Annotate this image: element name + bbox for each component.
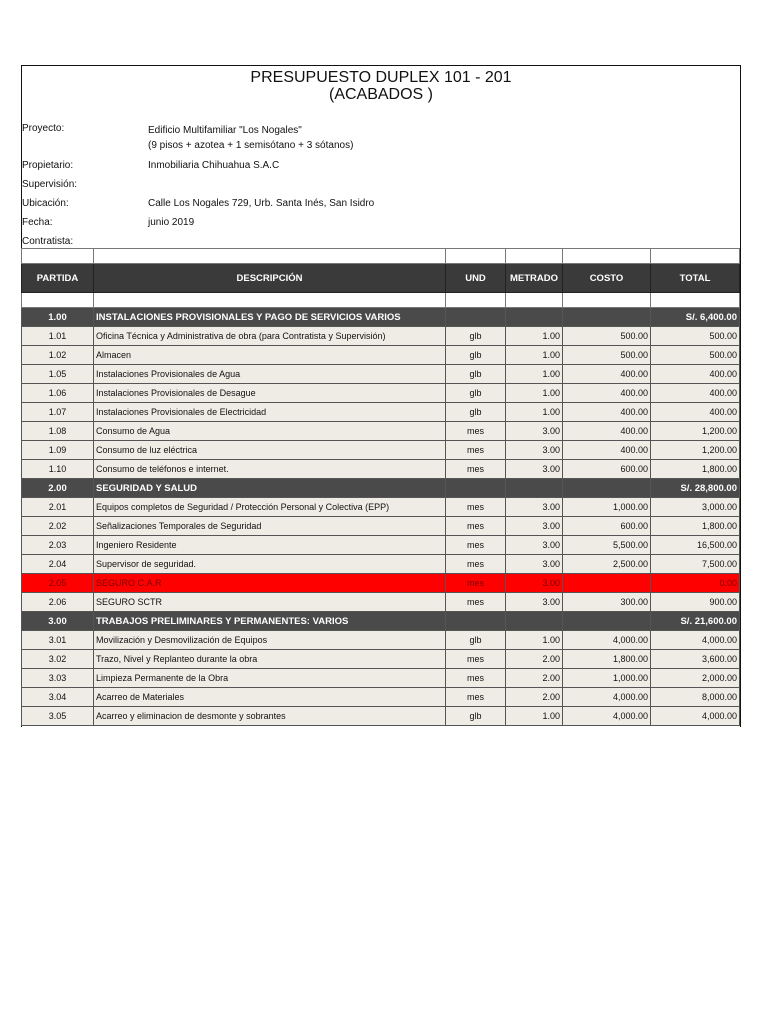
section-total: S/. 6,400.00 xyxy=(651,308,740,327)
item-metrado: 1.00 xyxy=(506,384,563,403)
section-costo xyxy=(563,479,651,498)
item-description: Consumo de teléfonos e internet. xyxy=(94,460,446,479)
item-costo: 1,000.00 xyxy=(563,498,651,517)
section-total: S/. 21,600.00 xyxy=(651,612,740,631)
item-costo xyxy=(563,574,651,593)
item-costo: 400.00 xyxy=(563,422,651,441)
item-metrado: 3.00 xyxy=(506,517,563,536)
item-costo: 500.00 xyxy=(563,346,651,365)
section-costo xyxy=(563,612,651,631)
item-description: Almacen xyxy=(94,346,446,365)
item-costo: 1,000.00 xyxy=(563,669,651,688)
proyecto-value-detail: (9 pisos + azotea + 1 semisótano + 3 sótanos) xyxy=(148,140,354,151)
item-metrado: 2.00 xyxy=(506,669,563,688)
item-description: SEGURO C.A.R xyxy=(94,574,446,593)
table-row xyxy=(22,327,740,346)
item-code: 1.01 xyxy=(22,327,94,346)
item-total: 2,000.00 xyxy=(651,669,740,688)
item-code: 3.05 xyxy=(22,707,94,726)
item-code: 1.02 xyxy=(22,346,94,365)
item-description: Instalaciones Provisionales de Agua xyxy=(94,365,446,384)
spacer-row xyxy=(22,249,740,264)
column-header-metrado: METRADO xyxy=(506,264,563,293)
item-code: 1.08 xyxy=(22,422,94,441)
item-costo: 5,500.00 xyxy=(563,536,651,555)
section-title: TRABAJOS PRELIMINARES Y PERMANENTES: VARIOS xyxy=(94,612,446,631)
item-metrado: 1.00 xyxy=(506,403,563,422)
item-costo: 2,500.00 xyxy=(563,555,651,574)
table-row xyxy=(22,688,740,707)
item-description: Movilización y Desmovilización de Equipos xyxy=(94,631,446,650)
section-costo xyxy=(563,308,651,327)
item-total: 4,000.00 xyxy=(651,707,740,726)
item-total: 1,800.00 xyxy=(651,517,740,536)
column-header-total: TOTAL xyxy=(651,264,740,293)
section-total: S/. 28,800.00 xyxy=(651,479,740,498)
section-row xyxy=(22,612,740,631)
item-unit: glb xyxy=(446,327,506,346)
item-metrado: 1.00 xyxy=(506,346,563,365)
proyecto-label: Proyecto: xyxy=(22,123,65,134)
item-total: 4,000.00 xyxy=(651,631,740,650)
item-costo: 1,800.00 xyxy=(563,650,651,669)
item-costo: 4,000.00 xyxy=(563,688,651,707)
section-row xyxy=(22,308,740,327)
item-description: SEGURO SCTR xyxy=(94,593,446,612)
item-metrado: 2.00 xyxy=(506,650,563,669)
item-total: 7,500.00 xyxy=(651,555,740,574)
item-code: 1.07 xyxy=(22,403,94,422)
item-metrado: 1.00 xyxy=(506,631,563,650)
item-code: 1.06 xyxy=(22,384,94,403)
table-row xyxy=(22,422,740,441)
section-metrado xyxy=(506,612,563,631)
table-row xyxy=(22,593,740,612)
item-unit: glb xyxy=(446,631,506,650)
item-unit: glb xyxy=(446,707,506,726)
item-code: 2.01 xyxy=(22,498,94,517)
item-description: Consumo de Agua xyxy=(94,422,446,441)
item-total: 3,600.00 xyxy=(651,650,740,669)
item-code: 3.02 xyxy=(22,650,94,669)
item-code: 1.05 xyxy=(22,365,94,384)
item-costo: 300.00 xyxy=(563,593,651,612)
item-metrado: 3.00 xyxy=(506,441,563,460)
document-title: PRESUPUESTO DUPLEX 101 - 201 xyxy=(250,69,512,86)
table-row xyxy=(22,707,740,726)
item-code: 3.03 xyxy=(22,669,94,688)
item-metrado: 3.00 xyxy=(506,536,563,555)
item-description: Instalaciones Provisionales de Electricidad xyxy=(94,403,446,422)
item-description: Señalizaciones Temporales de Seguridad xyxy=(94,517,446,536)
item-description: Oficina Técnica y Administrativa de obra (para Contratista y Supervisión) xyxy=(94,327,446,346)
item-metrado: 3.00 xyxy=(506,498,563,517)
item-total: 400.00 xyxy=(651,384,740,403)
section-title: INSTALACIONES PROVISIONALES Y PAGO DE SERVICIOS VARIOS xyxy=(94,308,446,327)
table-row xyxy=(22,536,740,555)
column-header-costo: COSTO xyxy=(563,264,651,293)
item-total: 400.00 xyxy=(651,365,740,384)
item-total: 1,200.00 xyxy=(651,422,740,441)
item-code: 2.06 xyxy=(22,593,94,612)
item-unit: mes xyxy=(446,593,506,612)
contratista-label: Contratista: xyxy=(22,236,74,247)
section-code: 2.00 xyxy=(22,479,94,498)
item-total: 1,800.00 xyxy=(651,460,740,479)
table-row xyxy=(22,460,740,479)
table-row xyxy=(22,650,740,669)
item-metrado: 3.00 xyxy=(506,422,563,441)
item-unit: mes xyxy=(446,669,506,688)
item-costo: 600.00 xyxy=(563,460,651,479)
item-unit: glb xyxy=(446,403,506,422)
item-metrado: 1.00 xyxy=(506,365,563,384)
item-unit: mes xyxy=(446,574,506,593)
item-unit: glb xyxy=(446,384,506,403)
item-description: Ingeniero Residente xyxy=(94,536,446,555)
table-row xyxy=(22,669,740,688)
table-row xyxy=(22,365,740,384)
table-row xyxy=(22,517,740,536)
item-code: 3.04 xyxy=(22,688,94,707)
item-total: 8,000.00 xyxy=(651,688,740,707)
item-costo: 400.00 xyxy=(563,403,651,422)
item-unit: mes xyxy=(446,536,506,555)
item-code: 2.02 xyxy=(22,517,94,536)
fecha-value: junio 2019 xyxy=(148,217,195,228)
table-row xyxy=(22,403,740,422)
table-row xyxy=(22,574,740,593)
table-row xyxy=(22,441,740,460)
item-unit: mes xyxy=(446,688,506,707)
item-description: Instalaciones Provisionales de Desague xyxy=(94,384,446,403)
item-code: 3.01 xyxy=(22,631,94,650)
table-row xyxy=(22,631,740,650)
item-code: 2.05 xyxy=(22,574,94,593)
item-metrado: 2.00 xyxy=(506,688,563,707)
item-description: Acarreo de Materiales xyxy=(94,688,446,707)
item-total: 500.00 xyxy=(651,327,740,346)
item-unit: mes xyxy=(446,650,506,669)
item-total: 400.00 xyxy=(651,403,740,422)
section-code: 3.00 xyxy=(22,612,94,631)
section-und xyxy=(446,308,506,327)
item-costo: 4,000.00 xyxy=(563,707,651,726)
table-header-row xyxy=(22,264,740,293)
item-costo: 400.00 xyxy=(563,441,651,460)
item-total: 500.00 xyxy=(651,346,740,365)
supervision-label: Supervisión: xyxy=(22,179,78,190)
item-metrado: 3.00 xyxy=(506,460,563,479)
column-header-partida: PARTIDA xyxy=(22,264,94,293)
item-description: Equipos completos de Seguridad / Protección Personal y Colectiva (EPP) xyxy=(94,498,446,517)
item-code: 1.10 xyxy=(22,460,94,479)
document-subtitle: (ACABADOS ) xyxy=(328,86,433,103)
item-costo: 400.00 xyxy=(563,384,651,403)
item-total: 0.00 xyxy=(651,574,740,593)
section-title: SEGURIDAD Y SALUD xyxy=(94,479,446,498)
section-metrado xyxy=(506,479,563,498)
proyecto-value: Edificio Multifamiliar "Los Nogales" xyxy=(148,125,302,136)
item-costo: 4,000.00 xyxy=(563,631,651,650)
item-costo: 600.00 xyxy=(563,517,651,536)
item-metrado: 1.00 xyxy=(506,327,563,346)
item-description: Supervisor de seguridad. xyxy=(94,555,446,574)
table-row xyxy=(22,346,740,365)
section-row xyxy=(22,479,740,498)
section-code: 1.00 xyxy=(22,308,94,327)
section-und xyxy=(446,612,506,631)
propietario-label: Propietario: xyxy=(22,160,74,171)
budget-table xyxy=(21,248,740,726)
item-description: Acarreo y eliminacion de desmonte y sobrantes xyxy=(94,707,446,726)
spacer-row xyxy=(22,293,740,308)
item-metrado: 1.00 xyxy=(506,707,563,726)
item-total: 1,200.00 xyxy=(651,441,740,460)
item-unit: mes xyxy=(446,422,506,441)
table-row xyxy=(22,498,740,517)
item-unit: mes xyxy=(446,555,506,574)
item-unit: mes xyxy=(446,498,506,517)
table-row xyxy=(22,555,740,574)
item-code: 1.09 xyxy=(22,441,94,460)
item-unit: glb xyxy=(446,365,506,384)
item-description: Limpieza Permanente de la Obra xyxy=(94,669,446,688)
item-unit: mes xyxy=(446,517,506,536)
propietario-value: Inmobiliaria Chihuahua S.A.C xyxy=(148,160,280,171)
item-code: 2.04 xyxy=(22,555,94,574)
item-unit: mes xyxy=(446,441,506,460)
item-unit: mes xyxy=(446,460,506,479)
item-metrado: 3.00 xyxy=(506,555,563,574)
item-description: Trazo, Nivel y Replanteo durante la obra xyxy=(94,650,446,669)
item-description: Consumo de luz eléctrica xyxy=(94,441,446,460)
item-metrado: 3.00 xyxy=(506,593,563,612)
column-header-und: UND xyxy=(446,264,506,293)
item-total: 3,000.00 xyxy=(651,498,740,517)
column-header-descripcion: DESCRIPCIÓN xyxy=(94,264,446,293)
item-metrado: 3.00 xyxy=(506,574,563,593)
section-und xyxy=(446,479,506,498)
item-costo: 500.00 xyxy=(563,327,651,346)
ubicacion-label: Ubicación: xyxy=(22,198,69,209)
item-unit: glb xyxy=(446,346,506,365)
section-metrado xyxy=(506,308,563,327)
item-code: 2.03 xyxy=(22,536,94,555)
item-total: 16,500.00 xyxy=(651,536,740,555)
fecha-label: Fecha: xyxy=(22,217,53,228)
ubicacion-value: Calle Los Nogales 729, Urb. Santa Inés, San Isidro xyxy=(148,198,375,209)
item-costo: 400.00 xyxy=(563,365,651,384)
item-total: 900.00 xyxy=(651,593,740,612)
table-row xyxy=(22,384,740,403)
